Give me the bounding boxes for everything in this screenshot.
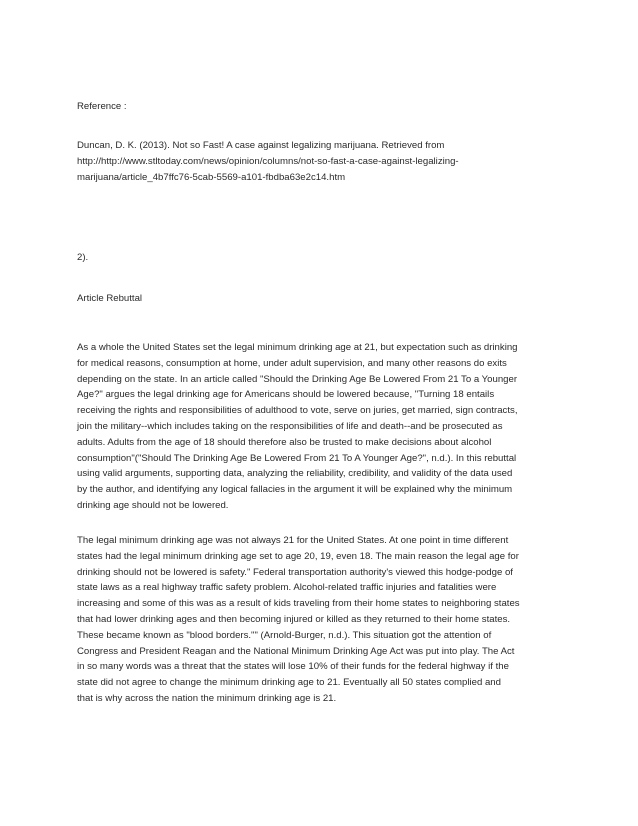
paragraph-2 — [77, 533, 567, 707]
paragraph-line: state did not agree to change the minimum drinking age to 21. Eventually all 50 states complied and — [77, 677, 501, 689]
paragraph-line: by the author, and identifying any logical fallacies in the argument it will be explained why the minimum — [77, 484, 513, 496]
paragraph-line: states had the legal minimum drinking age set to age 20, 19, even 18. The main reason the legal age for — [77, 550, 519, 562]
paragraph-line: consumption"("Should The Drinking Age Be Lowered From 21 To A Younger Age?", n.d.). In this rebuttal — [77, 452, 517, 464]
reference-heading-text: Reference : — [77, 101, 127, 112]
citation — [77, 138, 567, 185]
paragraph-line: receiving the rights and responsibilities of adulthood to vote, serve on juries, get married, sign contracts, — [77, 405, 518, 417]
citation-line: http://http://www.stltoday.com/news/opinion/columns/not-so-fast-a-case-against-legalizing- — [77, 155, 459, 167]
paragraph-line: that had lower drinking ages and then becoming injured or killed as they returned to their home states. — [77, 613, 511, 625]
paragraph-1 — [77, 340, 567, 514]
paragraph-line: The legal minimum drinking age was not always 21 for the United States. At one point in time different — [77, 535, 509, 546]
paragraph-line: for medical reasons, consumption at home, under adult supervision, and many other reasons do exits — [77, 357, 507, 369]
section-number-text: 2). — [77, 252, 89, 263]
rebuttal-title — [77, 291, 567, 307]
rebuttal-title-text: Article Rebuttal — [77, 293, 143, 304]
paragraph-line: using valid arguments, supporting data, analyzing the reliability, credibility, and validity of the data used — [77, 468, 513, 480]
paragraph-line: As a whole the United States set the legal minimum drinking age at 21, but expectation such as drinking — [77, 342, 518, 353]
section-number — [77, 250, 567, 266]
paragraph-line: Congress and President Reagan and the National Minimum Drinking Age Act was put into play. The Act — [77, 645, 515, 657]
paragraph-line: These became known as "blood borders."" (Arnold-Burger, n.d.). This situation got the attention of — [77, 629, 492, 641]
paragraph-line: drinking should not be lowered is safety." Federal transportation authority's viewed this hodge-podge of — [77, 566, 513, 578]
paragraph-line: in so many words was a threat that the states will lose 10% of their funds for the federal highway if the — [77, 661, 509, 673]
paragraph-line: adults. Adults from the age of 18 should therefore also be trusted to make decisions about alcohol — [77, 436, 492, 448]
paragraph-line: join the military--which includes taking on the responsibilities of life and death--and be prosecuted as — [77, 420, 503, 432]
paragraph-line: Age?" argues the legal drinking age for Americans should be lowered because, "Turning 18 entails — [77, 389, 495, 401]
paragraph-line: that is why across the nation the minimum drinking age is 21. — [77, 692, 337, 704]
reference-heading — [77, 99, 567, 115]
citation-line: marijuana/article_4b7ffc76-5cab-5569-a101-fbdba63e2c14.htm — [77, 171, 346, 183]
paragraph-line: depending on the state. In an article called "Should the Drinking Age Be Lowered From 21 To a Younger — [77, 373, 518, 385]
paragraph-line: increasing and some of this was as a result of kids traveling from their home states to neighboring states — [77, 598, 520, 610]
paragraph-line: drinking age should not be lowered. — [77, 499, 229, 511]
citation-line: Duncan, D. K. (2013). Not so Fast! A case against legalizing marijuana. Retrieved from — [77, 140, 445, 151]
paragraph-line: state laws as a real highway traffic safety problem. Alcohol-related traffic injuries and fatalities were — [77, 582, 497, 594]
